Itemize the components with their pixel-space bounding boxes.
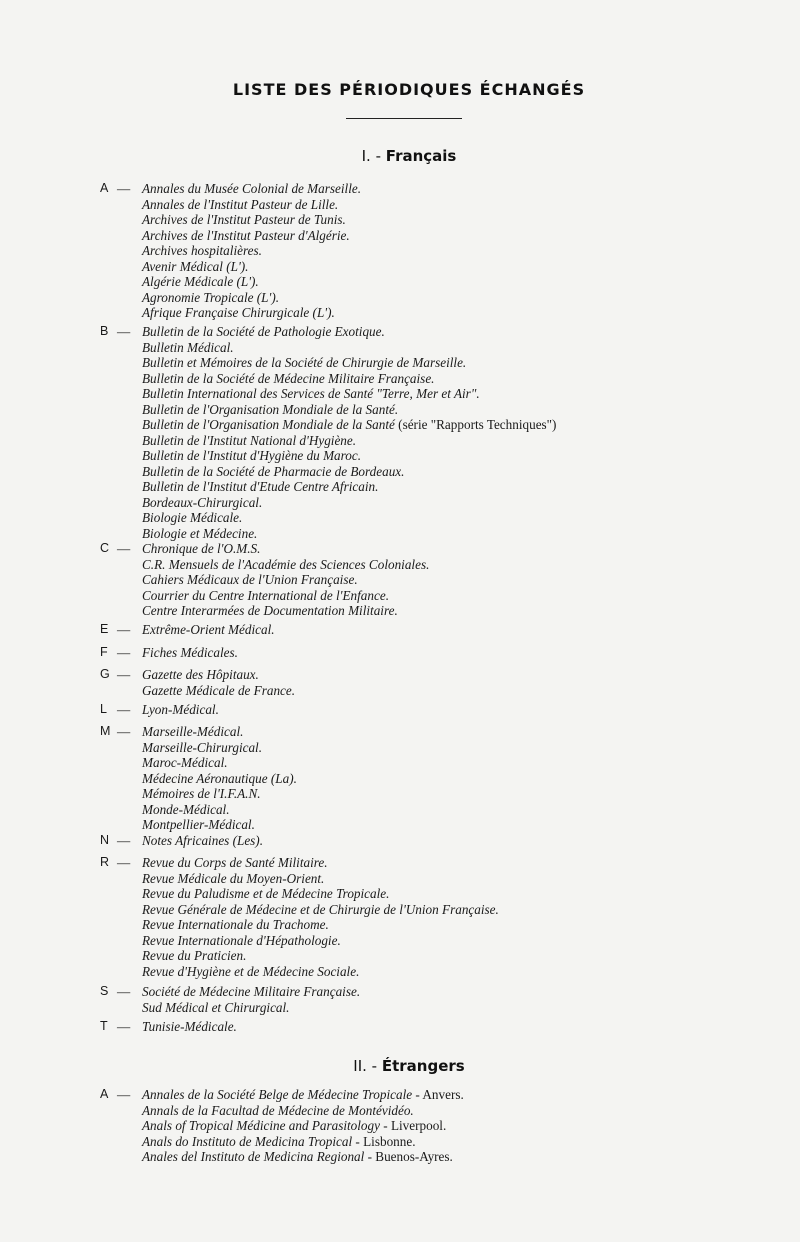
- periodical-name: Bulletin de la Société de Médecine Militaire Française.: [142, 370, 435, 386]
- list-item: [100, 588, 790, 604]
- letter-group: [100, 984, 790, 1015]
- periodical-name: Gazette des Hôpitaux.: [142, 667, 259, 682]
- periodical-title: [142, 259, 248, 275]
- list-item: [100, 417, 790, 433]
- periodical-title: [142, 448, 361, 464]
- periodical-title: [142, 948, 246, 964]
- index-letter: C: [100, 541, 110, 555]
- periodical-title: [142, 740, 262, 756]
- index-letter: G: [100, 667, 110, 681]
- index-letter: L: [100, 702, 107, 716]
- periodical-name: Revue du Corps de Santé Militaire.: [142, 855, 328, 870]
- periodical-title: [142, 724, 243, 740]
- list-item: [100, 902, 790, 918]
- list-item: [100, 645, 790, 661]
- list-item: [100, 355, 790, 371]
- list-item: [100, 1103, 790, 1119]
- periodical-name: Centre Interarmées de Documentation Militaire.: [142, 603, 398, 618]
- periodical-location: Liverpool.: [387, 1118, 447, 1133]
- list-item: [100, 433, 790, 449]
- periodical-name: Agronomie Tropicale (L').: [142, 289, 280, 305]
- list-item: [100, 305, 790, 321]
- periodical-name: Courrier du Centre International de l'Enfance.: [142, 587, 390, 603]
- periodical-title: [142, 683, 295, 699]
- letter-group: [100, 324, 790, 541]
- list-item: [100, 817, 790, 833]
- list-item: [100, 702, 790, 718]
- index-letter: S: [100, 984, 109, 998]
- list-item: [100, 290, 790, 306]
- periodical-name: Avenir Médical (L').: [142, 258, 249, 274]
- list-item: [100, 1134, 790, 1150]
- index-letter: R: [100, 855, 110, 869]
- list-item: [100, 771, 790, 787]
- list-item: [100, 603, 790, 619]
- periodical-title: [142, 833, 263, 849]
- section-number: II. -: [353, 1057, 378, 1075]
- list-item: [100, 833, 790, 849]
- periodical-name: Revue d'Hygiène et de Médecine Sociale.: [142, 963, 360, 979]
- periodical-name: Bordeaux-Chirurgical.: [142, 494, 263, 510]
- periodical-name: Archives de l'Institut Pasteur de Tunis.: [142, 212, 346, 227]
- periodical-name: Bulletin Médical.: [142, 339, 234, 355]
- periodical-title: [142, 212, 346, 228]
- periodical-name: C.R. Mensuels de l'Académie des Sciences Coloniales.: [142, 556, 430, 572]
- periodical-title: [142, 817, 255, 833]
- periodical-title: [142, 1019, 237, 1035]
- periodical-name: Bulletin de l'Institut National d'Hygiène.: [142, 432, 357, 448]
- list-item: [100, 622, 790, 638]
- periodical-name: Revue Internationale d'Hépathologie.: [142, 932, 341, 948]
- periodical-title: [142, 197, 338, 213]
- section-name: Étrangers: [381, 1057, 465, 1075]
- periodical-name: Annales de la Société Belge de Médecine Tropicale -: [142, 1087, 420, 1102]
- title-divider: [346, 118, 462, 119]
- letter-group: [100, 1087, 790, 1165]
- list-item: [100, 386, 790, 402]
- list-item: [100, 855, 790, 871]
- letter-group: [100, 1019, 790, 1035]
- periodical-title: [142, 771, 297, 787]
- list-item: [100, 259, 790, 275]
- list-item: [100, 479, 790, 495]
- periodical-title: [142, 755, 228, 771]
- periodical-title: [142, 181, 361, 197]
- list-item: [100, 964, 790, 980]
- periodical-name: Biologie Médicale.: [142, 510, 243, 525]
- list-item: [100, 557, 790, 573]
- periodical-title: [142, 702, 219, 718]
- index-letter: B: [100, 324, 109, 338]
- periodical-name: Marseille-Médical.: [142, 724, 244, 739]
- periodical-title: [142, 417, 556, 433]
- periodical-name: Annales de l'Institut Pasteur de Lille.: [142, 196, 339, 212]
- list-item: [100, 243, 790, 259]
- periodical-title: [142, 526, 257, 542]
- periodical-name: Tunisie-Médicale.: [142, 1019, 237, 1034]
- periodical-title: [142, 871, 324, 887]
- periodical-title: [142, 274, 259, 290]
- periodical-name: Marseille-Chirurgical.: [142, 739, 263, 755]
- index-letter: N: [100, 833, 110, 847]
- index-letter: E: [100, 622, 109, 636]
- em-dash: —: [117, 855, 131, 870]
- periodical-name: Biologie et Médecine.: [142, 525, 258, 541]
- periodical-title: [142, 243, 262, 259]
- periodical-title: [142, 855, 328, 871]
- periodical-name: Bulletin de l'Institut d'Etude Centre Africain.: [142, 479, 379, 494]
- periodical-name: Bulletin International des Services de Santé "Terre, Mer et Air".: [142, 386, 480, 401]
- periodical-name: Archives hospitalières.: [142, 243, 262, 258]
- periodical-title: [142, 1118, 446, 1134]
- periodical-title: [142, 902, 499, 918]
- periodical-title: [142, 464, 404, 480]
- list-item: [100, 324, 790, 340]
- list-item: [100, 340, 790, 356]
- periodical-name: Archives de l'Institut Pasteur d'Algérie.: [142, 227, 350, 243]
- periodical-title: [142, 802, 230, 818]
- letter-group: [100, 724, 790, 833]
- periodical-title: [142, 433, 356, 449]
- periodical-title: [142, 557, 429, 573]
- periodical-name: Bulletin et Mémoires de la Société de Chirurgie de Marseille.: [142, 355, 467, 370]
- em-dash: —: [117, 1019, 131, 1034]
- list-item: [100, 724, 790, 740]
- periodical-title: [142, 588, 389, 604]
- periodical-title: [142, 964, 359, 980]
- list-item: [100, 1149, 790, 1165]
- periodical-name: Société de Médecine Militaire Française.: [142, 984, 361, 999]
- list-item: [100, 667, 790, 683]
- periodical-title: [142, 386, 480, 402]
- periodical-name: Notes Africaines (Les).: [142, 833, 263, 848]
- periodical-title: [142, 479, 378, 495]
- periodical-title: [142, 510, 242, 526]
- periodical-name: Médecine Aéronautique (La).: [142, 770, 297, 786]
- periodical-title: [142, 324, 385, 340]
- letter-group: [100, 855, 790, 979]
- list-item: [100, 495, 790, 511]
- periodical-name: Anales del Instituto de Medicina Regional -: [142, 1149, 372, 1164]
- list-item: [100, 197, 790, 213]
- em-dash: —: [117, 667, 131, 682]
- periodical-location: (série "Rapports Techniques"): [394, 417, 557, 432]
- list-item: [100, 572, 790, 588]
- em-dash: —: [117, 724, 131, 739]
- periodical-name: Bulletin de la Société de Pathologie Exotique.: [142, 324, 385, 339]
- list-item: [100, 510, 790, 526]
- periodical-location: Anvers.: [419, 1087, 464, 1102]
- periodical-title: [142, 933, 341, 949]
- section-number: I. -: [361, 147, 381, 165]
- periodical-title: [142, 340, 234, 356]
- periodical-title: [142, 355, 466, 371]
- em-dash: —: [117, 541, 131, 556]
- periodical-name: Bulletin de l'Institut d'Hygiène du Maroc.: [142, 448, 362, 463]
- periodical-name: Gazette Médicale de France.: [142, 682, 296, 698]
- periodical-title: [142, 541, 260, 557]
- letter-group: [100, 833, 790, 849]
- list-item: [100, 740, 790, 756]
- list-item: [100, 786, 790, 802]
- periodical-title: [142, 645, 238, 661]
- periodical-title: [142, 228, 350, 244]
- periodical-name: Cahiers Médicaux de l'Union Française.: [142, 572, 358, 587]
- periodical-name: Bulletin de la Société de Pharmacie de Bordeaux.: [142, 463, 405, 479]
- index-letter: A: [100, 181, 109, 195]
- letter-group: [100, 541, 790, 619]
- periodical-title: [142, 371, 434, 387]
- periodical-title: [142, 495, 262, 511]
- em-dash: —: [117, 1087, 131, 1102]
- list-item: [100, 683, 790, 699]
- periodical-name: Revue du Paludisme et de Médecine Tropicale.: [142, 886, 390, 901]
- periodical-title: [142, 917, 329, 933]
- periodical-location: Lisbonne.: [359, 1133, 416, 1149]
- periodical-name: Maroc-Médical.: [142, 755, 228, 770]
- periodical-title: [142, 572, 358, 588]
- list-item: [100, 933, 790, 949]
- periodical-name: Anals of Tropical Médicine and Parasitology -: [142, 1118, 388, 1133]
- list-item: [100, 917, 790, 933]
- list-item: [100, 802, 790, 818]
- list-item: [100, 541, 790, 557]
- em-dash: —: [117, 181, 131, 196]
- em-dash: —: [117, 984, 131, 999]
- list-item: [100, 755, 790, 771]
- periodical-title: [142, 1134, 416, 1150]
- periodical-name: Chronique de l'O.M.S.: [142, 541, 261, 556]
- periodical-name: Revue Médicale du Moyen-Orient.: [142, 870, 325, 886]
- periodical-name: Bulletin de l'Organisation Mondiale de la Santé: [142, 417, 395, 432]
- list-item: [100, 526, 790, 542]
- em-dash: —: [117, 702, 131, 717]
- periodical-name: Lyon-Médical.: [142, 702, 219, 717]
- index-letter: A: [100, 1087, 109, 1101]
- periodical-name: Algérie Médicale (L').: [142, 274, 259, 289]
- periodical-name: Revue du Praticien.: [142, 948, 247, 963]
- periodical-name: Revue Générale de Médecine et de Chirurgie de l'Union Française.: [142, 901, 499, 917]
- list-item: [100, 1087, 790, 1103]
- periodical-title: [142, 667, 259, 683]
- periodical-name: Sud Médical et Chirurgical.: [142, 999, 290, 1015]
- periodical-title: [142, 622, 275, 638]
- list-item: [100, 1000, 790, 1016]
- periodical-location: Buenos-Ayres.: [372, 1149, 453, 1164]
- list-item: [100, 886, 790, 902]
- em-dash: —: [117, 622, 131, 637]
- periodical-title: [142, 290, 279, 306]
- section-heading-etrangers: [0, 1057, 800, 1075]
- periodical-name: Mémoires de l'I.F.A.N.: [142, 786, 261, 801]
- periodical-title: [142, 402, 398, 418]
- em-dash: —: [117, 645, 131, 660]
- letter-group: [100, 645, 790, 661]
- periodical-title: [142, 786, 261, 802]
- periodical-name: Fiches Médicales.: [142, 645, 238, 660]
- list-item: [100, 228, 790, 244]
- page-title: LISTE DES PÉRIODIQUES ÉCHANGÉS: [232, 80, 586, 99]
- list-item: [100, 948, 790, 964]
- list-item: [100, 464, 790, 480]
- periodical-title: [142, 886, 389, 902]
- list-item: [100, 212, 790, 228]
- list-item: [100, 1118, 790, 1134]
- index-letter: F: [100, 645, 108, 659]
- periodical-title: [142, 305, 335, 321]
- periodical-title: [142, 603, 398, 619]
- periodical-name: Annals de la Facultad de Médecine de Montévidéo.: [142, 1102, 414, 1118]
- periodical-name: Afrique Française Chirurgicale (L').: [142, 305, 335, 320]
- periodical-name: Extrême-Orient Médical.: [142, 622, 275, 637]
- periodical-name: Montpellier-Médical.: [142, 817, 255, 832]
- list-item: [100, 181, 790, 197]
- periodical-name: Annales du Musée Colonial de Marseille.: [142, 181, 362, 196]
- periodical-name: Revue Internationale du Trachome.: [142, 917, 329, 932]
- periodical-title: [142, 1103, 414, 1119]
- periodical-name: Bulletin de l'Organisation Mondiale de la Santé.: [142, 401, 399, 417]
- letter-group: [100, 181, 790, 321]
- list-item: [100, 984, 790, 1000]
- list-item: [100, 371, 790, 387]
- list-item: [100, 448, 790, 464]
- section-name: Français: [385, 147, 457, 165]
- letter-group: [100, 622, 790, 638]
- periodical-name: Anals do Instituto de Medicina Tropical -: [142, 1133, 360, 1149]
- periodical-title: [142, 1000, 289, 1016]
- list-item: [100, 402, 790, 418]
- letter-group: [100, 667, 790, 698]
- index-letter: T: [100, 1019, 108, 1033]
- em-dash: —: [117, 324, 131, 339]
- periodical-title: [142, 1087, 464, 1103]
- list-item: [100, 274, 790, 290]
- section-heading-francais: [0, 147, 800, 165]
- list-item: [100, 871, 790, 887]
- periodical-title: [142, 1149, 453, 1165]
- periodical-title: [142, 984, 360, 1000]
- list-item: [100, 1019, 790, 1035]
- index-letter: M: [100, 724, 111, 738]
- letter-group: [100, 702, 790, 718]
- periodical-name: Monde-Médical.: [142, 801, 230, 817]
- em-dash: —: [117, 833, 131, 848]
